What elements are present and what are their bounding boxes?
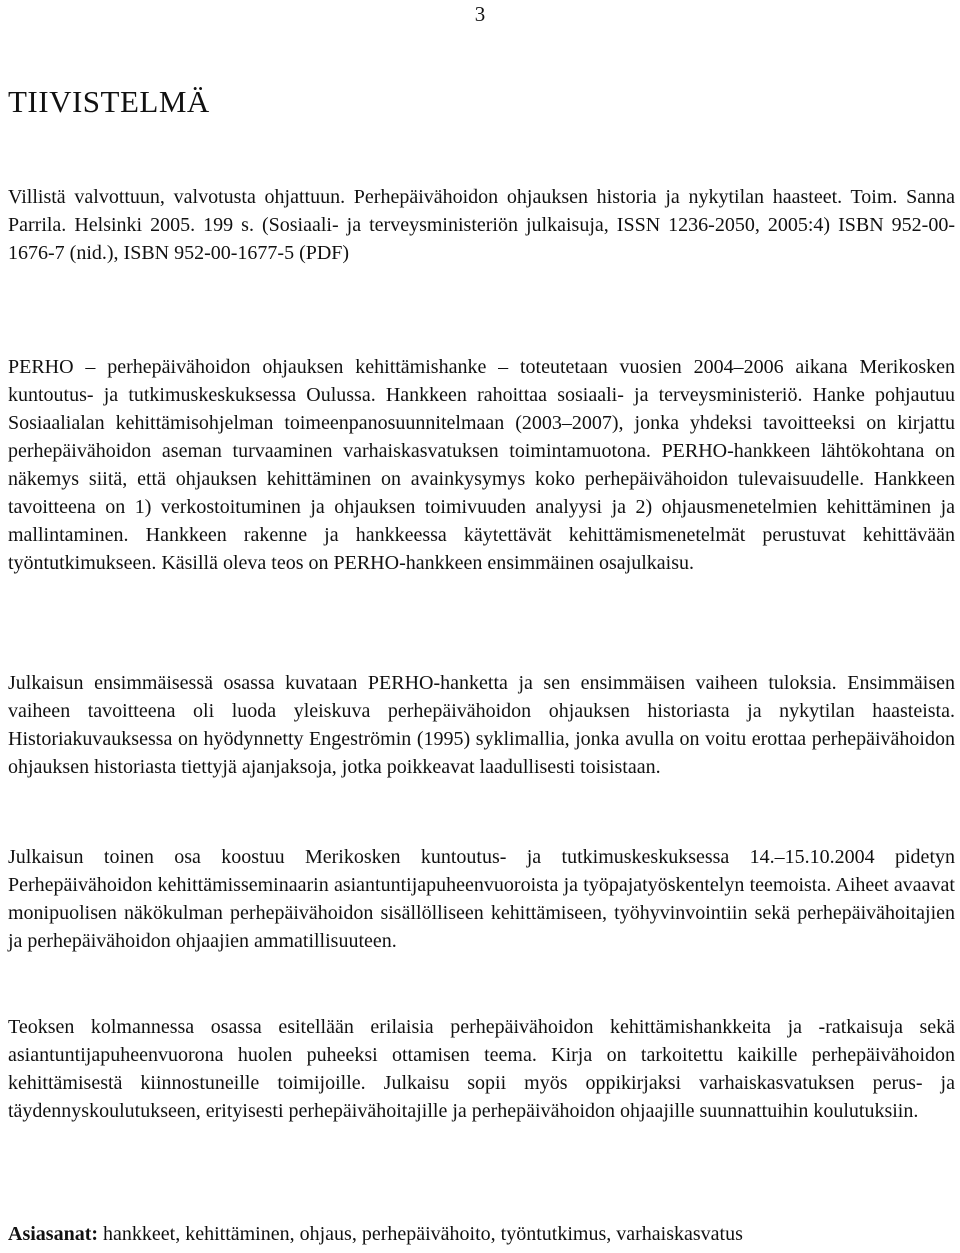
page-number: 3 xyxy=(474,2,486,26)
keywords-line xyxy=(8,1220,955,1248)
part-one-paragraph: Julkaisun ensimmäisessä osassa kuvataan PERHO-hanketta ja sen ensimmäisen vaiheen tuloksia. Ensimmäisen vaiheen tavoitteena oli luoda yleiskuva perhepäivähoidon ohjauksen historiasta ja nykytilan haasteista. Historiakuvauksessa on hyödynnetty Engeströmin (1995) syklimallia, jonka avulla on voitu erottaa perhepäivähoidon ohjauksen historiasta tiettyjä ajanjaksoja, jotka poikkeavat laadullisesti toisistaan. xyxy=(8,672,955,778)
keywords-text: hankkeet, kehittäminen, ohjaus, perhepäivähoito, työntutkimus, varhaiskasvatus xyxy=(98,1223,743,1245)
keywords-label: Asiasanat: xyxy=(8,1223,99,1245)
citation-paragraph: Villistä valvottuun, valvotusta ohjattuun. Perhepäivähoidon ohjauksen historia ja nykytilan haasteet. Toim. Sanna Parrila. Helsinki 2005. 199 s. (Sosiaali- ja terveysministeriön julkaisuja, ISSN 1236-2050, 2005:4) ISBN 952-00-1676-7 (nid.), ISBN 952-00-1677-5 (PDF) xyxy=(8,186,955,264)
part-three-paragraph: Teoksen kolmannessa osassa esitellään erilaisia perhepäivähoidon kehittämishankkeita ja -ratkaisuja sekä asiantuntijapuheenvuorona huolen puheeksi ottamisen teema. Kirja on tarkoitettu kaikille perhepäivähoidon kehittämisestä kiinnostuneille toimijoille. Julkaisu sopii myös oppikirjaksi varhaiskasvatuksen perus- ja täydennyskoulutukseen, erityisesti perhepäivähoitajille ja perhepäivähoidon ohjaajille suunnattuihin koulutuksiin. xyxy=(8,1016,955,1122)
page-title: TIIVISTELMÄ xyxy=(8,84,210,119)
part-two-paragraph: Julkaisun toinen osa koostuu Merikosken kuntoutus- ja tutkimuskeskuksessa 14.–15.10.2004 pidetyn Perhepäivähoidon kehittämisseminaarin asiantuntijapuheenvuoroista ja työpajatyöskentelyn teemoista. Aiheet avaavat monipuolisen näkökulman perhepäivähoidon sisällölliseen kehittämiseen, työhyvinvointiin sekä perhepäivähoitajien ja perhepäivähoidon ohjaajien ammatillisuuteen. xyxy=(8,846,955,952)
intro-paragraph: PERHO – perhepäivähoidon ohjauksen kehittämishanke – toteutetaan vuosien 2004–2006 aikana Merikosken kuntoutus- ja tutkimuskeskuksessa Oulussa. Hankkeen rahoittaa sosiaali- ja terveysministeriö. Hanke pohjautuu Sosiaalialan kehittämisohjelman toimeenpanosuunnitelmaan (2003–2007), jonka yhdeksi tavoitteeksi on kirjattu perhepäivähoidon aseman turvaaminen varhaiskasvatuksen toimintamuotona. PERHO-hankkeen lähtökohtana on näkemys siitä, että ohjauksen kehittäminen on avainkysymys koko perhepäivähoidon tulevaisuudelle. Hankkeen tavoitteena on 1) verkostoituminen ja ohjauksen toimivuuden analyysi ja 2) ohjausmenetelmien kehittäminen ja mallintaminen. Hankkeen rakenne ja hankkeessa käytettävät kehittämismenetelmät perustuvat kehittävään työntutkimukseen. Käsillä oleva teos on PERHO-hankkeen ensimmäinen osajulkaisu. xyxy=(8,356,955,574)
